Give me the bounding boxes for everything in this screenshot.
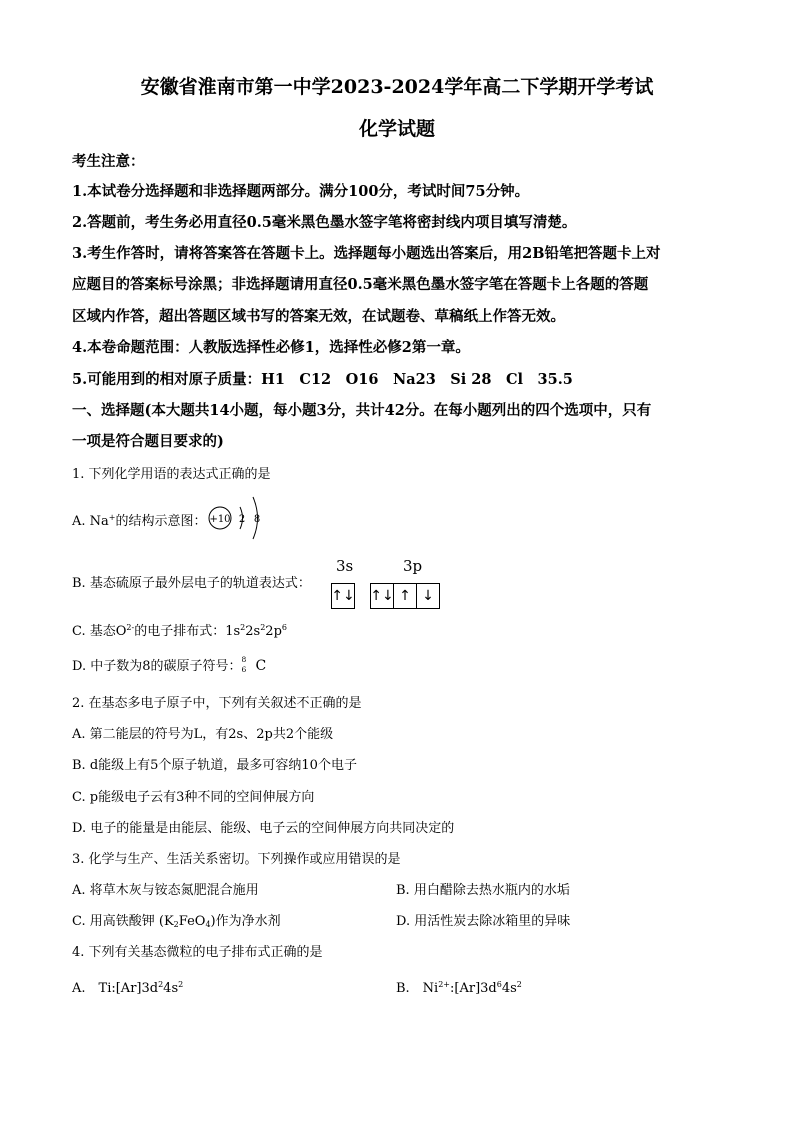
q4-a-pre: A. Ti:[Ar]3d — [72, 981, 159, 996]
q3-c-sub2: 4 — [205, 920, 211, 929]
question-1-option-d — [72, 655, 266, 676]
orbital-label-3s: 3s — [336, 557, 354, 575]
shell-1-electrons: 2 — [238, 514, 246, 525]
exam-subtitle: 化学试题 — [358, 118, 435, 140]
q3-c-mid: FeO — [178, 914, 206, 929]
orbital-3p-cell-3: ↓ — [422, 588, 434, 604]
q1-c-e1: 2 — [240, 623, 246, 632]
question-3-stem: 3. 化学与生产、生活关系密切。下列操作或应用错误的是 — [72, 852, 401, 867]
q4-a-e1: 2 — [158, 980, 164, 989]
question-2-stem: 2. 在基态多电子原子中，下列有关叙述不正确的是 — [72, 696, 362, 711]
sodium-ion-structure-diagram — [206, 495, 266, 541]
question-4-option-a — [72, 977, 183, 996]
section-1-instructions-line-1: 一、选择题(本大题共14小题，每小题3分，共计42分。在每小题列出的四个选项中，只有 — [72, 402, 652, 419]
nuclide-symbol: C — [255, 658, 267, 674]
q4-b-mid2: 4s — [501, 981, 517, 996]
question-1-option-a — [72, 510, 207, 529]
q4-a-mid: 4s — [163, 981, 179, 996]
q1-c-e2: 2 — [260, 623, 266, 632]
q1-c-text: C. 基态O — [72, 624, 127, 639]
orbital-3p-cell-2: ↑ — [394, 584, 417, 608]
q1-a-text: A. Na — [72, 514, 109, 529]
orbital-3p-cell-1: ↑↓ — [371, 584, 394, 608]
notice-item-2: 2.答题前，考生务必用直径0.5毫米黑色墨水签字笔将密封线内项目填写清楚。 — [72, 214, 577, 231]
q4-b-charge: 2+ — [438, 980, 451, 989]
q3-c-pre: C. 用高铁酸钾 (K — [72, 914, 174, 929]
q1-d-text: D. 中子数为8的碳原子符号： — [72, 659, 242, 674]
q4-a-e2: 2 — [178, 980, 184, 989]
q1-c-mid2: 2p — [265, 624, 282, 639]
notice-item-3-line-1: 3.考生作答时，请将答案答在答题卡上。选择题每小题选出答案后，用2B铅笔把答题卡上对 — [72, 245, 661, 262]
nuclide-prefix — [242, 656, 256, 676]
question-1-stem: 1. 下列化学用语的表达式正确的是 — [72, 467, 271, 482]
question-4-stem: 4. 下列有关基态微粒的电子排布式正确的是 — [72, 945, 323, 960]
question-1-option-b: B. 基态硫原子最外层电子的轨道表达式： — [72, 576, 311, 591]
q1-c-charge: 2- — [126, 623, 135, 632]
q1-c-mid1: 2s — [245, 624, 261, 639]
q3-c-post: )作为净水剂 — [210, 914, 281, 929]
question-2-option-a: A. 第二能层的符号为L，有2s、2p共2个能级 — [72, 727, 334, 742]
notice-item-3-line-2: 应题目的答案标号涂黑；非选择题请用直径0.5毫米黑色墨水签字笔在答题卡上各题的答题 — [72, 276, 649, 293]
notice-item-4: 4.本卷命题范围：人教版选择性必修1，选择性必修2第一章。 — [72, 339, 470, 356]
q4-b-e2: 2 — [516, 980, 522, 989]
question-3-option-c — [72, 910, 281, 929]
question-4-option-b — [396, 977, 522, 996]
nuclide-atomic-number: 6 — [241, 665, 247, 674]
orbital-box-3p — [370, 583, 440, 609]
q4-b-mid: :[Ar]3d — [450, 981, 497, 996]
q1-a-rest: 的结构示意图： — [115, 514, 207, 529]
notice-item-1: 1.本试卷分选择题和非选择题两部分。满分100分，考试时间75分钟。 — [72, 183, 530, 200]
orbital-3s-cell: ↑↓ — [331, 588, 355, 604]
notice-heading: 考生注意： — [72, 153, 145, 170]
q4-b-pre: B. Ni — [396, 981, 439, 996]
question-3-option-a: A. 将草木灰与铵态氮肥混合施用 — [72, 883, 259, 898]
question-2-option-d: D. 电子的能量是由能层、能级、电子云的空间伸展方向共同决定的 — [72, 821, 455, 836]
exam-title: 安徽省淮南市第一中学2023-2024学年高二下学期开学考试 — [140, 76, 654, 98]
orbital-label-3p: 3p — [403, 557, 423, 575]
orbital-box-3s — [331, 583, 355, 609]
section-1-instructions-line-2: 一项是符合题目要求的) — [72, 433, 224, 450]
question-2-option-b: B. d能级上有5个原子轨道，最多可容纳10个电子 — [72, 758, 357, 773]
q1-c-e3: 6 — [281, 623, 287, 632]
nucleus-charge-label: +10 — [209, 514, 231, 525]
q1-a-charge: + — [108, 513, 116, 522]
q1-c-rest: 的电子排布式：1s — [134, 624, 241, 639]
question-3-option-d: D. 用活性炭去除冰箱里的异味 — [396, 914, 571, 929]
shell-2-electrons: 8 — [253, 514, 261, 525]
question-3-option-b: B. 用白醋除去热水瓶内的水垢 — [396, 883, 570, 898]
notice-item-3-line-3: 区域内作答，超出答题区域书写的答案无效，在试题卷、草稿纸上作答无效。 — [72, 308, 565, 325]
q4-b-e1: 6 — [496, 980, 502, 989]
q3-c-sub1: 2 — [173, 920, 179, 929]
question-1-option-c — [72, 620, 287, 639]
nuclide-mass-number: 8 — [241, 655, 247, 664]
notice-item-5: 5.可能用到的相对原子质量：H1 C12 O16 Na23 Si 28 Cl 35.5 — [72, 371, 573, 388]
question-2-option-c: C. p能级电子云有3种不同的空间伸展方向 — [72, 790, 315, 805]
